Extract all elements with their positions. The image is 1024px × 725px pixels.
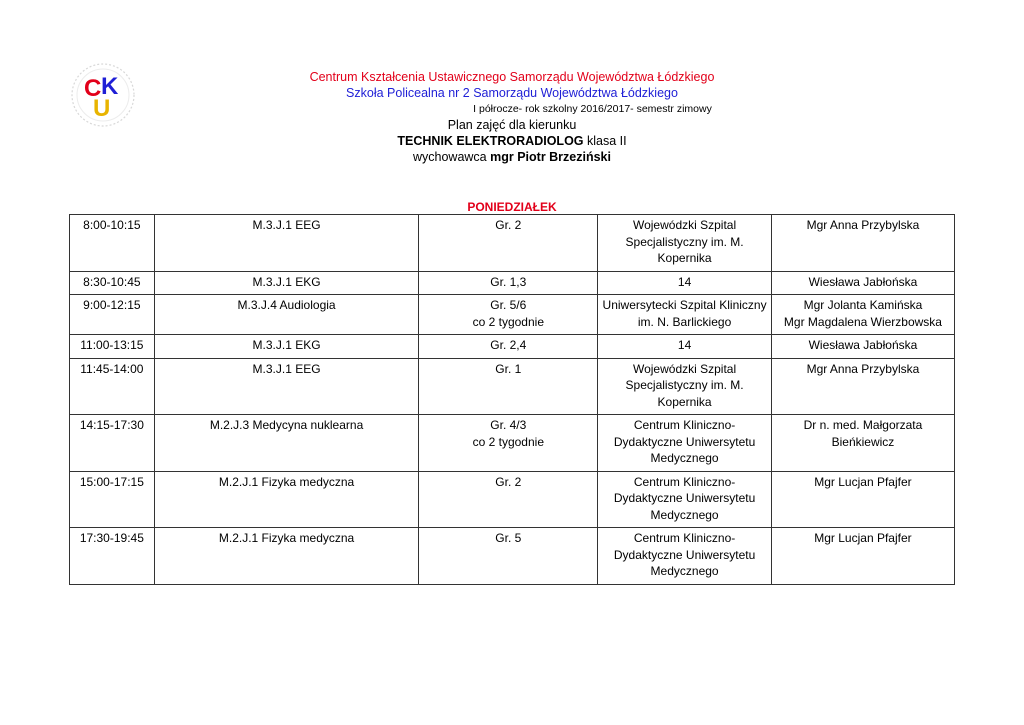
subject-cell: M.3.J.1 EEG — [154, 215, 419, 272]
time-cell: 9:00-12:15 — [70, 295, 155, 335]
place-cell-line: Specjalistyczny im. M. — [625, 234, 744, 249]
place-cell-line: Dydaktyczne Uniwersytetu — [613, 434, 756, 449]
place-cell-line: Kopernika — [657, 394, 712, 409]
place-cell-line: Wojewódzki Szpital — [632, 218, 737, 232]
group-cell-line: co 2 tygodnie — [472, 434, 544, 449]
place-cell — [598, 215, 772, 272]
group-cell-line: Gr. 1 — [495, 361, 522, 376]
time-cell: 17:30-19:45 — [70, 528, 155, 585]
plan-title: Plan zajęć dla kierunku — [447, 118, 577, 132]
teacher-cell — [771, 528, 954, 585]
group-cell-line: Gr. 1,3 — [490, 274, 527, 289]
group-cell-line: Gr. 2,4 — [490, 338, 527, 352]
place-cell-line: 14 — [677, 338, 692, 352]
time-cell: 15:00-17:15 — [70, 471, 155, 528]
teacher-cell-line: Mgr Jolanta Kamińska — [803, 298, 923, 312]
table-row — [70, 215, 955, 272]
place-cell-line: Specjalistyczny im. M. — [625, 378, 744, 392]
teacher-cell — [771, 295, 954, 335]
teacher-cell — [771, 358, 954, 415]
tutor-line — [0, 150, 1024, 165]
teacher-cell-line: Wiesława Jabłońska — [808, 274, 918, 289]
time-cell: 8:00-10:15 — [70, 215, 155, 272]
place-cell — [598, 358, 772, 415]
place-cell-line: Medycznego — [650, 564, 719, 578]
school-name: Szkoła Policealna nr 2 Samorządu Województwa Łódzkiego — [346, 86, 678, 100]
place-cell-line: Centrum Kliniczno- — [633, 418, 736, 432]
place-cell-line: Medycznego — [650, 451, 719, 465]
place-cell-line: Wojewódzki Szpital — [632, 361, 737, 376]
teacher-cell-line: Mgr Anna Przybylska — [806, 218, 920, 232]
program-class: klasa II — [583, 134, 627, 148]
logo-letter: K — [101, 73, 119, 100]
group-cell — [419, 271, 598, 295]
place-cell-line: Dydaktyczne Uniwersytetu — [613, 491, 756, 505]
subject-cell: M.2.J.3 Medycyna nuklearna — [154, 415, 419, 472]
group-cell-line: co 2 tygodnie — [472, 314, 544, 329]
place-cell-line: Kopernika — [657, 251, 712, 265]
group-cell — [419, 215, 598, 272]
program-line — [0, 134, 1024, 149]
group-cell — [419, 528, 598, 585]
teacher-cell — [771, 471, 954, 528]
place-cell-line: 14 — [677, 274, 692, 289]
subject-cell: M.2.J.1 Fizyka medyczna — [154, 528, 419, 585]
program-name: TECHNIK ELEKTRORADIOLOG — [397, 134, 584, 148]
logo-letter: C — [84, 75, 102, 102]
group-cell-line: Gr. 2 — [495, 474, 522, 489]
logo-letter: U — [93, 95, 111, 122]
group-cell — [419, 295, 598, 335]
place-cell — [598, 335, 772, 359]
teacher-cell-line: Bieńkiewicz — [831, 434, 895, 449]
tutor-name: mgr Piotr Brzeziński — [490, 150, 611, 164]
schedule-body — [70, 215, 955, 585]
teacher-cell-line: Mgr Anna Przybylska — [806, 361, 920, 376]
subject-cell: M.3.J.1 EKG — [154, 271, 419, 295]
group-cell-line: Gr. 4/3 — [490, 418, 527, 432]
subject-cell: M.2.J.1 Fizyka medyczna — [154, 471, 419, 528]
group-cell — [419, 358, 598, 415]
group-cell-line: Gr. 5/6 — [490, 298, 527, 312]
teacher-cell-line: Mgr Lucjan Pfajfer — [814, 474, 912, 489]
table-row — [70, 271, 955, 295]
table-row — [70, 471, 955, 528]
place-cell-line: Uniwersytecki Szpital Kliniczny — [602, 298, 767, 312]
place-cell-line: im. N. Barlickiego — [637, 314, 732, 329]
tutor-prefix: wychowawca — [413, 150, 491, 164]
place-cell — [598, 471, 772, 528]
teacher-cell-line: Mgr Magdalena Wierzbowska — [783, 314, 942, 329]
teacher-cell-line: Mgr Lucjan Pfajfer — [814, 531, 912, 545]
time-cell: 14:15-17:30 — [70, 415, 155, 472]
teacher-cell-line: Wiesława Jabłońska — [808, 338, 918, 352]
teacher-cell — [771, 271, 954, 295]
subject-cell: M.3.J.4 Audiologia — [154, 295, 419, 335]
teacher-cell — [771, 335, 954, 359]
table-row — [70, 295, 955, 335]
table-row — [70, 415, 955, 472]
schedule-table — [69, 214, 955, 585]
teacher-cell — [771, 215, 954, 272]
subject-cell: M.3.J.1 EKG — [154, 335, 419, 359]
group-cell — [419, 471, 598, 528]
place-cell — [598, 415, 772, 472]
term-info: I półrocze- rok szkolny 2016/2017- semestr zimowy — [473, 103, 712, 115]
table-row — [70, 528, 955, 585]
time-cell: 8:30-10:45 — [70, 271, 155, 295]
time-cell: 11:45-14:00 — [70, 358, 155, 415]
place-cell-line: Medycznego — [650, 507, 719, 522]
place-cell — [598, 271, 772, 295]
place-cell-line: Centrum Kliniczno- — [633, 474, 736, 489]
table-row — [70, 335, 955, 359]
place-cell-line: Dydaktyczne Uniwersytetu — [613, 547, 756, 562]
place-cell-line: Centrum Kliniczno- — [633, 531, 736, 545]
table-row — [70, 358, 955, 415]
group-cell-line: Gr. 2 — [495, 218, 522, 232]
teacher-cell — [771, 415, 954, 472]
time-cell: 11:00-13:15 — [70, 335, 155, 359]
place-cell — [598, 295, 772, 335]
day-heading: PONIEDZIAŁEK — [467, 200, 557, 214]
teacher-cell-line: Dr n. med. Małgorzata — [803, 418, 923, 432]
group-cell-line: Gr. 5 — [495, 531, 522, 545]
place-cell — [598, 528, 772, 585]
subject-cell: M.3.J.1 EEG — [154, 358, 419, 415]
group-cell — [419, 415, 598, 472]
group-cell — [419, 335, 598, 359]
institution-name: Centrum Kształcenia Ustawicznego Samorządu Województwa Łódzkiego — [309, 70, 715, 84]
